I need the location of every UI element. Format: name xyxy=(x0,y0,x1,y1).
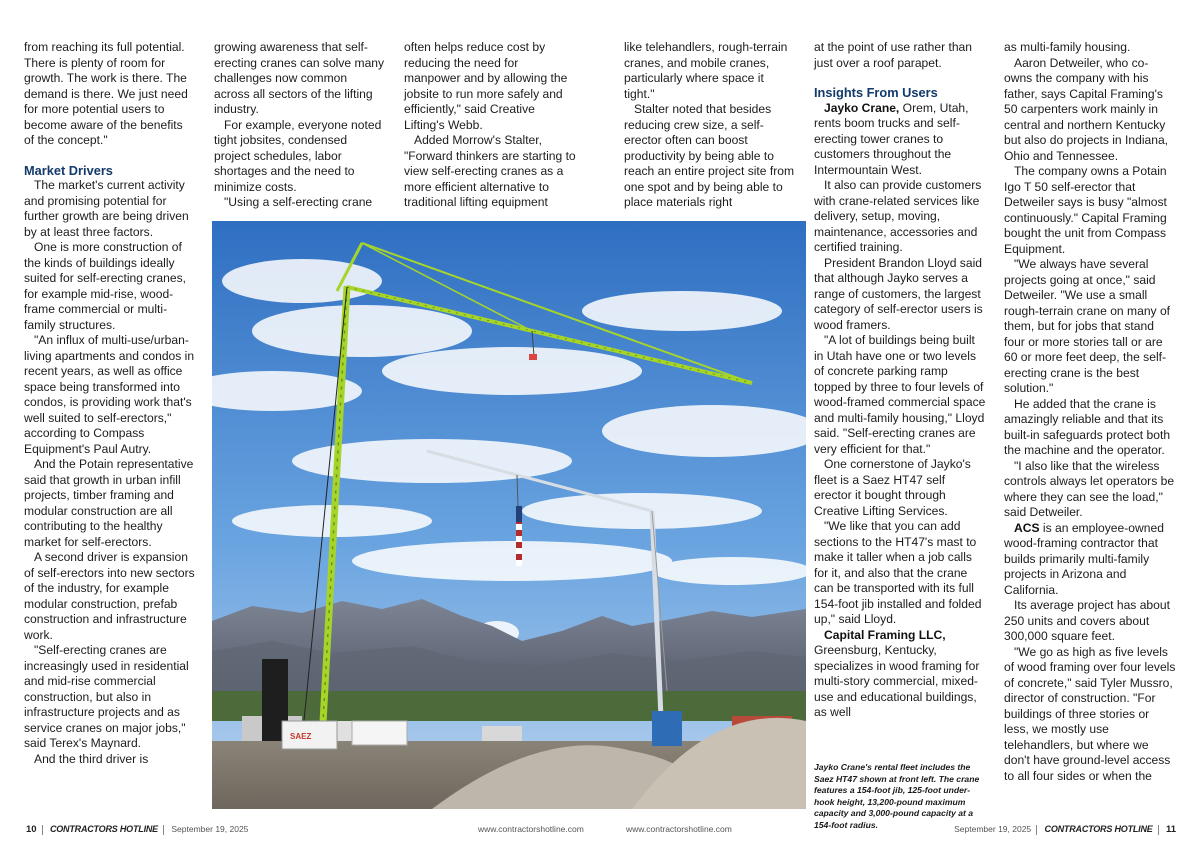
paragraph: "A lot of buildings being built in Utah have one or two levels of concrete parking ramp topped by three to four levels of wood-framed commercial space and multi-family housing," Lloyd said. "Self-erecting cranes are very efficient for that." xyxy=(814,333,986,456)
paragraph: "An influx of multi-use/urban-living apartments and condos in recent years, as well as office space being transformed into condos, is providing work that's well suited to self-erectors," according to Compass Equipment's Paul Autry. xyxy=(24,333,195,456)
paragraph xyxy=(814,628,986,721)
paragraph: One is more construction of the kinds of buildings ideally suited for self-erecting cranes, for example mid-rise, wood-frame commercial or multi-family structures. xyxy=(24,240,186,332)
crane-photo-illustration xyxy=(212,221,806,809)
paragraph: It also can provide customers with crane-related services like delivery, setup, moving, maintenance, accessories and certified training. xyxy=(814,178,982,254)
article-column-1 xyxy=(24,40,196,767)
paragraph: President Brandon Lloyd said that although Jayko serves a range of customers, the largest category of self-erector users is wood framers. xyxy=(814,255,983,332)
paragraph: "Self-erecting cranes are increasingly used in residential and mid-rise commercial construction, but also in infrastructure projects and as service cranes on major jobs," said Terex's Maynard. xyxy=(24,643,189,750)
paragraph: often helps reduce cost by reducing the need for manpower and by allowing the jobsite to run more safely and efficiently," said Creative Lifting's Webb. xyxy=(404,40,568,132)
paragraph: Aaron Detweiler, who co-owns the company with his father, says Capital Framing's 50 carpenters work mainly in central and northern Kentucky but also do projects in Indiana, Ohio and Tennessee. xyxy=(1004,55,1169,163)
paragraph: He added that the crane is amazingly reliable and that its built-in safeguards protect both the machine and the operator. xyxy=(1004,396,1171,457)
paragraph: "Using a self-erecting crane xyxy=(224,195,373,209)
paragraph: "We always have several projects going at once," said Detweiler. "We use a small rough-terrain crane on many of them, but for jobs that stand four or more stories tall or are 60 or more feet deep, the self-erecting crane is the best solution." xyxy=(1004,257,1171,395)
footer-url-left: www.contractorshotline.com xyxy=(478,824,584,834)
company-name-acs: ACS xyxy=(1014,520,1040,535)
paragraph-text: Orem, Utah, rents boom trucks and self-erecting tower cranes to customers throughout the Intermountain West. xyxy=(814,100,969,177)
page-number-right: 11 xyxy=(1165,824,1176,835)
photo-caption: Jayko Crane's rental fleet includes the Saez HT47 shown at front left. The crane features a 154-foot jib, 125-foot under-hook height, 13,200-pound maximum capacity and 3,000-pound capacity at a 154-foot radius. xyxy=(814,762,980,830)
paragraph: Stalter noted that besides reducing crew size, a self-erector often can boost productivity by being able to reach an entire project site from one spot and by being able to place materials right xyxy=(624,102,795,209)
paragraph: And the Potain representative said that growth in urban infill projects, timber framing and modular construction are all contributing to the healthy market for self-erectors. xyxy=(24,457,194,549)
american-flag xyxy=(516,506,522,566)
paragraph: A second driver is expansion of self-erectors into new sectors of the industry, for example modular construction, prefab construction and infrastructure work. xyxy=(24,550,195,642)
paragraph xyxy=(814,101,986,179)
paragraph: "I also like that the wireless controls always let operators be where they can see the load," said Detweiler. xyxy=(1004,458,1175,519)
paragraph: One cornerstone of Jayko's fleet is a Saez HT47 self erector it bought through Creative Lifting Services. xyxy=(814,457,971,518)
article-column-6 xyxy=(1004,40,1176,784)
company-name-jayko: Jayko Crane, xyxy=(824,100,900,115)
paragraph: And the third driver is xyxy=(34,751,149,766)
paragraph-text: is an employee-owned wood-framing contractor that builds primarily multi-family projects in Arizona and California. xyxy=(1004,520,1164,597)
crane-photo xyxy=(212,221,806,809)
footer-url-right: www.contractorshotline.com xyxy=(626,824,732,834)
paragraph: The company owns a Potain Igo T 50 self-erector that Detweiler says is busy "almost continuously." Capital Framing bought the unit from Compass Equipment. xyxy=(1004,164,1167,256)
footer-date: September 19, 2025 xyxy=(171,824,249,834)
paragraph: The market's current activity and promising potential for further growth are being driven by at least three factors. xyxy=(24,178,189,239)
paragraph: Its average project has about 250 units and covers about 300,000 square feet. xyxy=(1004,598,1170,643)
company-name-capital-framing: Capital Framing LLC, xyxy=(824,627,946,642)
paragraph: at the point of use rather than just over a roof parapet. xyxy=(814,40,972,70)
article-column-4 xyxy=(624,40,796,211)
section-heading-insights-from-users: Insights From Users xyxy=(814,85,938,100)
paragraph: from reaching its full potential. There is plenty of room for growth. The work is there. The demand is there. We just need for more potential users to become aware of the benefits of the concept." xyxy=(24,40,188,147)
article-column-2 xyxy=(214,40,386,211)
footer-left xyxy=(26,823,248,836)
article-column-3 xyxy=(404,40,576,211)
footer-date: September 19, 2025 xyxy=(954,824,1032,834)
section-heading-market-drivers: Market Drivers xyxy=(24,162,113,178)
paragraph: For example, everyone noted tight jobsites, condensed project schedules, labor shortages and the need to minimize costs. xyxy=(214,117,382,194)
paragraph-text: Greensburg, Kentucky, specializes in wood framing for multi-story commercial, mixed-use and educational buildings, as well xyxy=(814,643,980,719)
page-number-left: 10 xyxy=(26,824,37,835)
article-column-5 xyxy=(814,40,986,721)
footer-right xyxy=(954,823,1176,836)
paragraph: as multi-family housing. xyxy=(1004,40,1131,54)
brand-logo: CONTRACTORS HOTLINE xyxy=(1044,824,1153,834)
paragraph: "We like that you can add sections to the HT47's mast to make it taller when a job calls for it, and also that the crane can be transported with its full 154-foot jib installed and folded up," said Lloyd. xyxy=(814,519,982,626)
brand-logo: CONTRACTORS HOTLINE xyxy=(49,824,158,834)
paragraph: Added Morrow's Stalter, "Forward thinkers are starting to view self-erecting cranes as a more efficient alternative to traditional lifting equipment xyxy=(404,133,576,209)
crane-label: SAEZ xyxy=(290,732,312,741)
paragraph: "We go as high as five levels of wood framing over four levels of concrete," said Tyler Mussro, director of construction. "For buildings of three stories or less, we mostly use telehandlers, but where we don't have ground-level access to all four sides or when the xyxy=(1004,644,1176,783)
paragraph: like telehandlers, rough-terrain cranes, and mobile cranes, particularly where space it tight." xyxy=(624,40,788,101)
paragraph: growing awareness that self-erecting cranes can solve many challenges now common across all sectors of the lifting industry. xyxy=(214,40,385,116)
paragraph xyxy=(1004,521,1176,599)
